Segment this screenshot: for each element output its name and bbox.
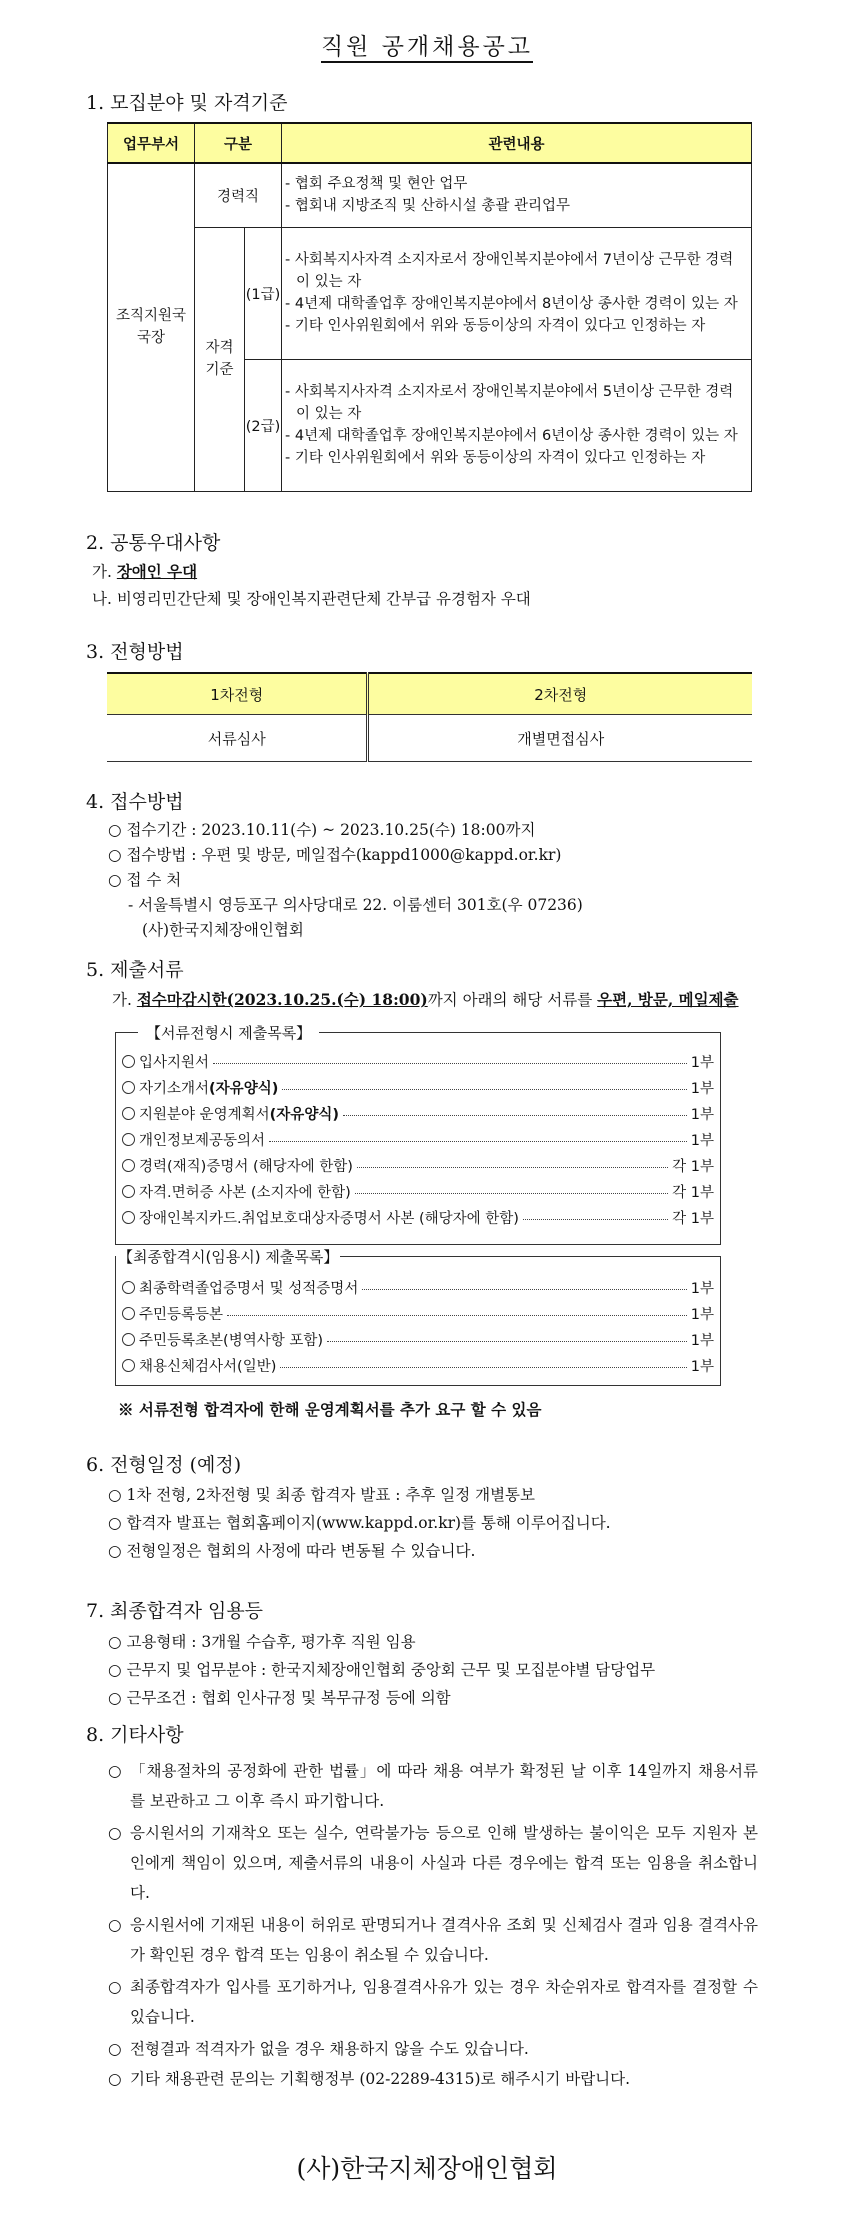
receipt-method: ○ 접수방법 : 우편 및 방문, 메일접수(kappd1000@kappd.or.kr) bbox=[108, 846, 562, 864]
misc-item: ○ 응시원서의 기재착오 또는 실수, 연락불가능 등으로 인해 발생하는 불이익은 모두 지원자 본인에게 책임이 있으며, 제출서류의 내용이 사실과 다른 경우에는 합격 또는 임용을 취소합니다. bbox=[108, 1824, 758, 1902]
final-document-item: 주민등록초본(병역사항 포함) 1부 bbox=[122, 1329, 714, 1350]
receipt-organization: (사)한국지체장애인협회 bbox=[142, 921, 304, 939]
qual-label: 자격 기준 bbox=[195, 227, 245, 491]
circle-icon bbox=[122, 1359, 135, 1372]
misc-item: ○ 응시원서에 기재된 내용이 허위로 판명되거나 결격사유 조회 및 신체검사 결과 임용 결격사유가 확인된 경우 합격 또는 임용이 취소될 수 있습니다. bbox=[108, 1916, 758, 1964]
preference-b: 나. 비영리민간단체 및 장애인복지관련단체 간부급 유경험자 우대 bbox=[92, 590, 531, 608]
circle-icon bbox=[122, 1333, 135, 1346]
document-item: 자격.면허증 사본 (소지자에 한함) 각 1부 bbox=[122, 1181, 714, 1202]
schedule-line: ○ 합격자 발표는 협회홈페이지(www.kappd.or.kr)를 통해 이루어집니다. bbox=[108, 1514, 611, 1532]
dept-cell: 조직지원국 국장 bbox=[108, 163, 195, 491]
final-document-item: 채용신체검사서(일반) 1부 bbox=[122, 1355, 714, 1376]
circle-icon bbox=[122, 1133, 135, 1146]
page-title: 직원 공개채용공고 bbox=[0, 28, 854, 61]
header-content: 관련내용 bbox=[282, 123, 752, 163]
recruitment-table bbox=[107, 122, 752, 492]
section-6-heading: 6. 전형일정 (예정) bbox=[86, 1454, 242, 1476]
document-item: 자기소개서 (자유양식) 1부 bbox=[122, 1077, 714, 1098]
section-4-heading: 4. 접수방법 bbox=[86, 791, 184, 813]
section-8-heading: 8. 기타사항 bbox=[86, 1724, 184, 1746]
appointment-line: ○ 고용형태 : 3개월 수습후, 평가후 직원 임용 bbox=[108, 1633, 416, 1651]
grade2-content: - 사회복지사자격 소지자로서 장애인복지분야에서 5년이상 근무한 경력이 있는 자 - 4년제 대학졸업후 장애인복지분야에서 6년이상 종사한 경력이 있는 자 - 기타 인사위원회에서 위와 동등이상의 자격이 있다고 인정하는 자 bbox=[282, 359, 752, 491]
section-3-heading: 3. 전형방법 bbox=[86, 641, 184, 663]
stage2-value: 개별면접심사 bbox=[368, 715, 752, 762]
appointment-line: ○ 근무조건 : 협회 인사규정 및 복무규정 등에 의함 bbox=[108, 1689, 451, 1707]
receipt-place-label: ○ 접 수 처 bbox=[108, 871, 182, 889]
document-item: 입사지원서 1부 bbox=[122, 1051, 714, 1072]
appointment-line: ○ 근무지 및 업무분야 : 한국지체장애인협회 중앙회 근무 및 모집분야별 담당업무 bbox=[108, 1661, 656, 1679]
section-2-heading: 2. 공통우대사항 bbox=[86, 532, 221, 554]
career-label: 경력직 bbox=[195, 163, 282, 227]
circle-icon bbox=[122, 1107, 135, 1120]
grade1-label: (1급) bbox=[245, 227, 282, 359]
document-item: 개인정보제공동의서 1부 bbox=[122, 1129, 714, 1150]
stage1-value: 서류심사 bbox=[107, 715, 368, 762]
misc-item: ○ 전형결과 적격자가 없을 경우 채용하지 않을 수도 있습니다. bbox=[108, 2040, 529, 2058]
misc-item: ○ 기타 채용관련 문의는 기획행정부 (02-2289-4315)로 해주시기 바랍니다. bbox=[108, 2070, 631, 2088]
circle-icon bbox=[122, 1185, 135, 1198]
submission-intro: 가. 접수마감시한(2023.10.25.(수) 18:00)까지 아래의 해당 서류를 우편, 방문, 메일제출 bbox=[112, 990, 739, 1009]
final-document-item: 주민등록등본 1부 bbox=[122, 1303, 714, 1324]
submission-note: ※ 서류전형 합격자에 한해 운영계획서를 추가 요구 할 수 있음 bbox=[118, 1400, 542, 1419]
circle-icon bbox=[122, 1211, 135, 1224]
stage2-header: 2차전형 bbox=[368, 673, 752, 715]
section-1-heading: 1. 모집분야 및 자격기준 bbox=[86, 92, 288, 114]
final-document-item: 최종학력졸업증명서 및 성적증명서 1부 bbox=[122, 1277, 714, 1298]
final-document-list-box bbox=[115, 1248, 721, 1386]
circle-icon bbox=[122, 1159, 135, 1172]
document-list-title: 【서류전형시 제출목록】 bbox=[138, 1022, 319, 1043]
organization-footer: (사)한국지체장애인협회 bbox=[296, 2154, 558, 2183]
schedule-line: ○ 1차 전형, 2차전형 및 최종 합격자 발표 : 추후 일정 개별통보 bbox=[108, 1486, 536, 1504]
stage1-header: 1차전형 bbox=[107, 673, 368, 715]
circle-icon bbox=[122, 1081, 135, 1094]
section-5-heading: 5. 제출서류 bbox=[86, 959, 184, 981]
final-document-list-title: 【최종합격시(임용시) 제출목록】 bbox=[118, 1248, 339, 1266]
grade1-content: - 사회복지사자격 소지자로서 장애인복지분야에서 7년이상 근무한 경력이 있는 자 - 4년제 대학졸업후 장애인복지분야에서 8년이상 종사한 경력이 있는 자 - 기타 인사위원회에서 위와 동등이상의 자격이 있다고 인정하는 자 bbox=[282, 227, 752, 359]
document-list-box bbox=[115, 1024, 721, 1245]
career-content: - 협회 주요정책 및 현안 업무 - 협회내 지방조직 및 산하시설 총괄 관리업무 bbox=[282, 163, 752, 227]
document-item: 장애인복지카드.취업보호대상자증명서 사본 (해당자에 한함) 각 1부 bbox=[122, 1207, 714, 1228]
document-item: 경력(재직)증명서 (해당자에 한함) 각 1부 bbox=[122, 1155, 714, 1176]
circle-icon bbox=[122, 1307, 135, 1320]
preference-a: 가. 장애인 우대 bbox=[92, 562, 198, 581]
circle-icon bbox=[122, 1281, 135, 1294]
document-item: 지원분야 운영계획서 (자유양식) 1부 bbox=[122, 1103, 714, 1124]
section-7-heading: 7. 최종합격자 임용등 bbox=[86, 1600, 264, 1622]
receipt-period: ○ 접수기간 : 2023.10.11(수) ~ 2023.10.25(수) 18:00까지 bbox=[108, 821, 536, 839]
circle-icon bbox=[122, 1055, 135, 1068]
schedule-line: ○ 전형일정은 협회의 사정에 따라 변동될 수 있습니다. bbox=[108, 1542, 476, 1560]
misc-item: ○ 최종합격자가 입사를 포기하거나, 임용결격사유가 있는 경우 차순위자로 합격자를 결정할 수 있습니다. bbox=[108, 1978, 758, 2026]
misc-item: ○ 「채용절차의 공정화에 관한 법률」에 따라 채용 여부가 확정된 날 이후 14일까지 채용서류를 보관하고 그 이후 즉시 파기합니다. bbox=[108, 1762, 758, 1810]
receipt-address: - 서울특별시 영등포구 의사당대로 22. 이룸센터 301호(우 07236) bbox=[128, 896, 583, 914]
selection-table bbox=[107, 672, 752, 762]
grade2-label: (2급) bbox=[245, 359, 282, 491]
header-dept: 업무부서 bbox=[108, 123, 195, 163]
header-category: 구분 bbox=[195, 123, 282, 163]
